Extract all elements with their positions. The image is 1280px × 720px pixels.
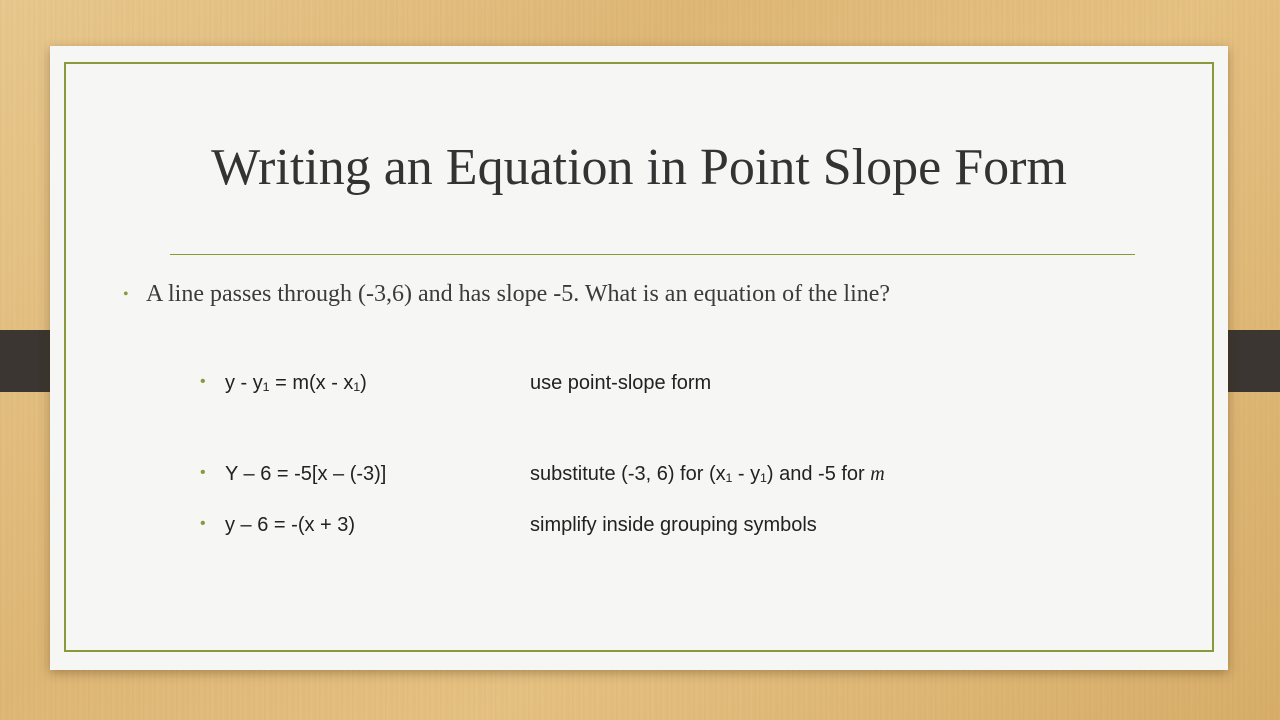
title-divider xyxy=(170,254,1135,255)
bullet-dot-icon: • xyxy=(200,515,206,532)
slope-variable: m xyxy=(870,463,885,485)
slide-title: Writing an Equation in Point Slope Form xyxy=(211,139,1067,196)
bullet-dot-icon: • xyxy=(123,286,129,303)
step-equation: y - y₁ = m(x - x₁) xyxy=(225,372,367,394)
step-note-text: substitute (-3, 6) for (x₁ - y₁) and -5 for xyxy=(530,463,871,485)
step-equation: y – 6 = -(x + 3) xyxy=(225,514,356,536)
bullet-dot-icon: • xyxy=(200,464,206,481)
main-bullet-text: A line passes through (-3,6) and has slope -5. What is an equation of the line? xyxy=(146,281,891,307)
bullet-dot-icon: • xyxy=(200,373,206,390)
step-equation: Y – 6 = -5[x – (-3)] xyxy=(225,463,387,485)
step-note xyxy=(530,460,885,488)
step-note: use point-slope form xyxy=(530,372,712,394)
slide-card xyxy=(50,46,1228,670)
main-bullet xyxy=(123,278,1076,311)
step-note: simplify inside grouping symbols xyxy=(530,514,817,536)
